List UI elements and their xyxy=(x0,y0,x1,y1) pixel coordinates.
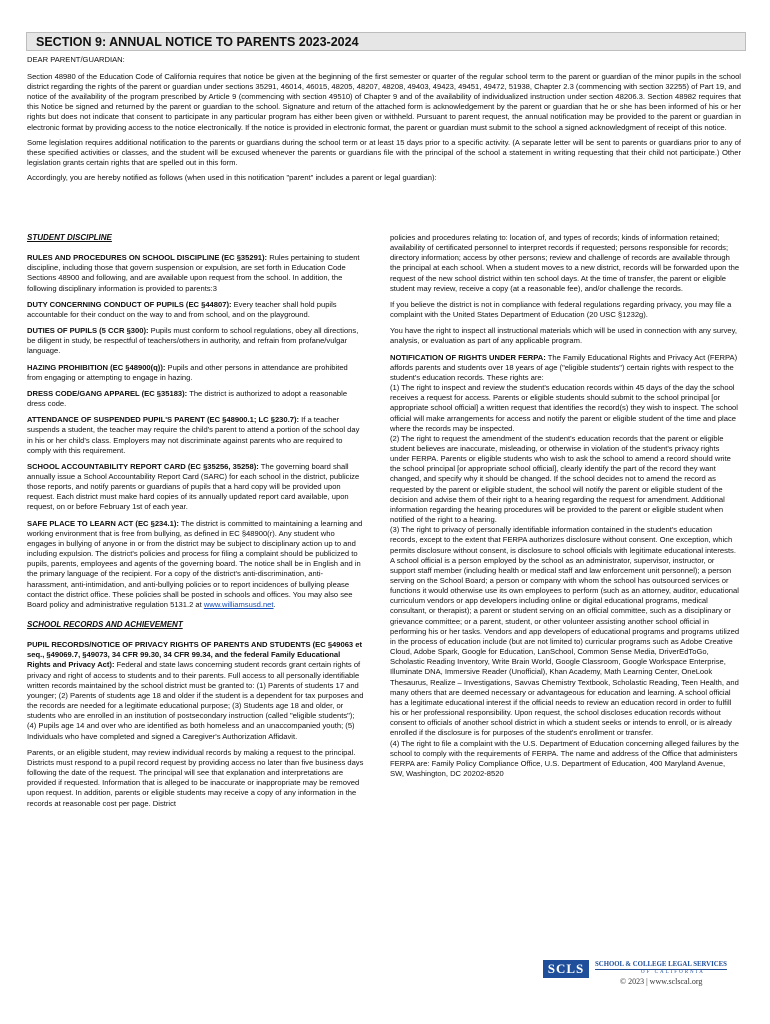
section-title-bar xyxy=(26,32,746,51)
heading-sarc: SCHOOL ACCOUNTABILITY REPORT CARD (EC §35256, 35258): xyxy=(27,461,259,471)
paragraph-attendance xyxy=(27,415,364,456)
paragraph-pupil-records xyxy=(27,640,364,742)
ferpa-right-4: (4) The right to file a complaint with the U.S. Department of Education concerning alleged failures by the school to comply with the requirements of FERPA. The name and address of the Office that administers FERPA are: Family Policy Compliance Office, U.S. Department of Education, 400 Maryland Avenue, SW, Washington, DC 20202-8520 xyxy=(390,738,739,778)
heading-rules: RULES AND PROCEDURES ON SCHOOL DISCIPLINE (EC §35291): xyxy=(27,253,268,263)
body-duties: Pupils must conform to school regulations, obey all directions, be diligent in study, be respectful of teachers/others in authority, and refrain from profane/vulgar language. xyxy=(27,326,359,356)
left-column xyxy=(27,233,364,815)
ferpa-right-2: (2) The right to request the amendment of the student's education records that the parent or eligible student believes are inaccurate, misleading, or otherwise in violation of the student's privacy rights under FERPA. Parents or eligible students who wish to ask the school to amend a record should write the school principal [or appropriate school official], clearly identify the part of the record they want changed, and specify why it should be changed. If the school decides not to amend the record as requested by the parent or eligible student, the school will notify the parent or eligible student of the decision and advise them of their right to a hearing regarding the request for amendment. Additional information regarding the hearing procedures will be provided to the parent or eligible student when notified of the right to a hearing. xyxy=(390,433,731,525)
section-heading-student-discipline: STUDENT DISCIPLINE xyxy=(27,233,112,242)
ferpa-right-3: (3) The right to privacy of personally identifiable information contained in the student's education records, except to the extent that FERPA authorizes disclosure without consent. One exception, which permits disclosure without consent, is disclosure to school officials with legitimate educational interests. A school official is a person employed by the school as an administrator, supervisor, instructor, or support staff member (including health or medical staff and law enforcement unit personnel); a person serving on the School Board; a person or company with whom the school has outsourced services or functions it would otherwise use its own employees to perform (such as an attorney, auditor, educational curriculum vendors or app developers including online or digital educational programs, medical consultant, or therapist); a parent or student serving on an official committee, such as a disciplinary or grievance committee; or a parent, student, or other volunteer assisting another school official in performing his or her tasks. Vendors and app developers of educational programs and programs utilized in the process of education include (but are not limited to) curricular programs such as Adobe Creative Cloud, Adobe Spark, Google for Education, LanSchool, Common Sense Media, DriverEdToGo, Scholastic Reading Inventory, Write Brain World, Google Classroom, Google Workspace Enterprise, Illuminate DNA, Immersive Reader (Unofficial), Khan Academy, Math Learning Center, OneLook Thesaurus, Realize – Investigations, Savvas Chemistry Textbook, Scholastic Reading, Teen Health, and many others that are deemed necessary or advantageous for education and learning. A school official has a legitimate educational interest if the official needs to review an education record in order to fulfill his or her professional responsibility. Upon request, the school discloses education records without consent to officials of another school district in which a student seeks or intends to enroll, or is already enrolled if the disclosure is for purposes of the student's enrollment or transfer. xyxy=(390,525,740,738)
intro-section xyxy=(27,55,741,188)
paragraph-hazing xyxy=(27,363,364,383)
page-title: SECTION 9: ANNUAL NOTICE TO PARENTS 2023-2024 xyxy=(36,35,359,49)
paragraph-continued: policies and procedures relating to: location of, and types of records; kinds of information retained; availability of certificated personnel to interpret records if requested; persons responsible for records; directory information; access by other persons; review and challenge of records are available through the principal at each school. When a student moves to a new district, records will be forwarded upon the request of the new school district within ten school days. At the time of transfer, the parent or eligible student may review, receive a copy (at a reasonable fee), and/or challenge the records. xyxy=(390,233,740,293)
paragraph-duties xyxy=(27,326,364,356)
paragraph-safe-place xyxy=(27,519,364,610)
greeting: DEAR PARENT/GUARDIAN: xyxy=(27,55,125,64)
paragraph-sarc xyxy=(27,462,364,513)
body-duty: Every teacher shall hold pupils accountable for their conduct on the way to and from school, and on the playground. xyxy=(27,299,337,319)
body-safe-place-end: . xyxy=(273,599,276,609)
body-attendance: If a teacher suspends a student, the teacher may require the child's parent to attend a portion of the school day in his or her child's class. Employers may not discriminate against parents who are required to comply with this requirement. xyxy=(27,415,360,455)
ferpa-right-1: (1) The right to inspect and review the student's education records within 45 days of the day the school receives a request for access. Parents or eligible students should submit to the school principal [or appropriate school official] a written request that identifies the record(s) they wish to inspect. The school official will make arrangements for access and notify the parent or eligible student of the time and place where the records may be inspected. xyxy=(390,383,738,433)
paragraph-inspect: You have the right to inspect all instructional materials which will be used in connection with any survey, analysis, or evaluation as part of any applicable program. xyxy=(390,326,737,346)
intro-paragraph-1: Section 48980 of the Education Code of California requires that notice be given at the beginning of the first semester or quarter of the regular school term to the parent or guardian of the minor pupils in the school district regarding the rights of the parent or guardian under sections 35291, 46014, 46015, 48205, 48207, 48208, 49403, 49423, 49451, 49472, 51938, Chapter 2.3 (commencing with section 32255) of Part 19, and notice of the availability of the program prescribed by Article 9 (commencing with section 49510) of Chapter 9 and of the availability of individualized instruction under section 48206.3. Section 48982 requires that this Notice be signed and returned by the parent or guardian to the school. Signature and return of the attached form is acknowledgement by the parent or guardian that he or she has been informed of his or her rights but does not indicate that consent to participate in any particular program has either been given or withheld. Pursuant to parent request, the annual notification may be provided to the parent or guardian in electronic format by providing access to the notice electronically. If the notice is provided in electronic format, the parent or guardian must submit to the school a signed acknowledgment of receipt of this notice. xyxy=(27,72,741,132)
heading-ferpa: NOTIFICATION OF RIGHTS UNDER FERPA: xyxy=(390,352,546,362)
scls-logo-name: SCHOOL & COLLEGE LEGAL SERVICES xyxy=(595,961,727,968)
paragraph-review-records: Parents, or an eligible student, may review individual records by making a request to the principal. Districts must respond to a pupil record request by providing access no later than five business days following the date of the request. The principal will see that explanation and interpretations are provided if requested. Information that is alleged to be inaccurate or inappropriate may be removed upon request. In addition, parents or eligible students may receive a copy of any information in the records at reasonable cost per page. District xyxy=(27,747,364,808)
paragraph-ferpa xyxy=(390,353,740,383)
body-hazing: Pupils and other persons in attendance are prohibited from engaging or attempting to engage in hazing. xyxy=(27,362,348,382)
district-website-link[interactable]: www.williamsusd.net xyxy=(203,599,274,609)
body-ferpa: The Family Educational Rights and Privacy Act (FERPA) affords parents and students over 18 years of age ("eligible students") certain rights with respect to the student's education records. These rights are: xyxy=(390,352,738,382)
paragraph-duty xyxy=(27,300,364,320)
section-heading-school-records: SCHOOL RECORDS AND ACHIEVEMENT xyxy=(27,620,183,629)
heading-safe-place: SAFE PLACE TO LEARN ACT (EC §234.1): xyxy=(27,518,179,528)
body-pupil-records: Federal and state laws concerning student records grant certain rights of privacy and right of access to students and to their parents. Full access to all personally identifiable written records maintained by the school district must be granted to: (1) Parents of students 17 and younger; (2) Parents of students age 18 and older if the student is a dependent for tax purposes and the records are needed for a legitimate educational purpose; (3) Students age 18 and older, or students who are enrolled in an institution of postsecondary instruction (called "eligible students"); (4) Pupils age 14 and over who are identified as both homeless and an unaccompanied youth; (5) Individuals who have completed and signed a Caregiver's Authorization Affidavit. xyxy=(27,660,364,741)
heading-dress: DRESS CODE/GANG APPAREL (EC §35183): xyxy=(27,388,188,398)
paragraph-complaint: If you believe the district is not in compliance with federal regulations regarding privacy, you may file a complaint with the United States Department of Education (20 USC §1232g). xyxy=(390,299,732,320)
heading-hazing: HAZING PROHIBITION (EC §48900(q)): xyxy=(27,362,166,372)
paragraph-rules xyxy=(27,253,364,294)
body-sarc: The governing board shall annually issue a School Accountability Report Card (SARC) for each school in the district, publicize those reports, and notify parents or guardians of pupils that a hard copy will be provided upon request. Each district must make hard copies of its annually updated report card available, upon request, on or before February 1st of each year. xyxy=(27,461,360,512)
right-column xyxy=(390,233,740,779)
scls-logo-mark: SCLS xyxy=(543,960,589,978)
scls-logo-state: OF CALIFORNIA xyxy=(641,970,705,975)
paragraph-dress xyxy=(27,389,364,409)
heading-pupil-records: PUPIL RECORDS/NOTICE OF PRIVACY RIGHTS OF PARENTS AND STUDENTS (EC §49063 et seq., §49069.7, §49073, 34 CFR 99.30, 34 CFR 99.34, and the federal Family Educational Rights and Privacy Act): xyxy=(27,640,363,670)
intro-paragraph-3: Accordingly, you are hereby notified as follows (when used in this notification "parent" includes a parent or legal guardian): xyxy=(27,172,437,182)
body-rules: Rules pertaining to student discipline, including those that govern suspension or expulsion, are set forth in Education Code Sections 48900 and following, and are available upon request from the school. In addition, the following disciplinary information is provided to parents:3 xyxy=(27,253,360,293)
heading-duty: DUTY CONCERNING CONDUCT OF PUPILS (EC §44807): xyxy=(27,299,232,309)
body-safe-place: The district is committed to maintaining a learning and working environment that is free from bullying, as defined in EC §48900(r). Any student who engages in bullying of anyone in or from the district may be subject to disciplinary action up to and including expulsion. The district's policies and process for filing a complaint should be publicized to pupils, parents, employees and agents of the governing board. The notice shall be in English and in the primary language of the recipient. For a copy of the district's anti-discrimination, anti-harassment, anti-intimidation, and anti-bullying policies or to report incidences of bullying please contact the district office. These policies shall be posted in schools and offices. You may also see Board policy and administrative regulation 5131.2 at xyxy=(27,518,363,609)
heading-attendance: ATTENDANCE OF SUSPENDED PUPIL'S PARENT (EC §48900.1; LC §230.7): xyxy=(27,415,300,425)
intro-paragraph-2: Some legislation requires additional notification to the parents or guardians during the school term or at least 15 days prior to a specific activity. (A separate letter will be sent to parents or guardians prior to any of these specified activities or classes, and the student will be excused whenever the parents or guardians file with the principal of the school a statement in writing requesting that their child not participate.) Other legislation grants certain rights that are spelled out in this form. xyxy=(27,137,741,167)
heading-duties: DUTIES OF PUPILS (5 CCR §300): xyxy=(27,326,149,336)
body-dress: The district is authorized to adopt a reasonable dress code. xyxy=(27,388,348,409)
copyright-notice: © 2023 | www.sclscal.org xyxy=(620,977,703,986)
